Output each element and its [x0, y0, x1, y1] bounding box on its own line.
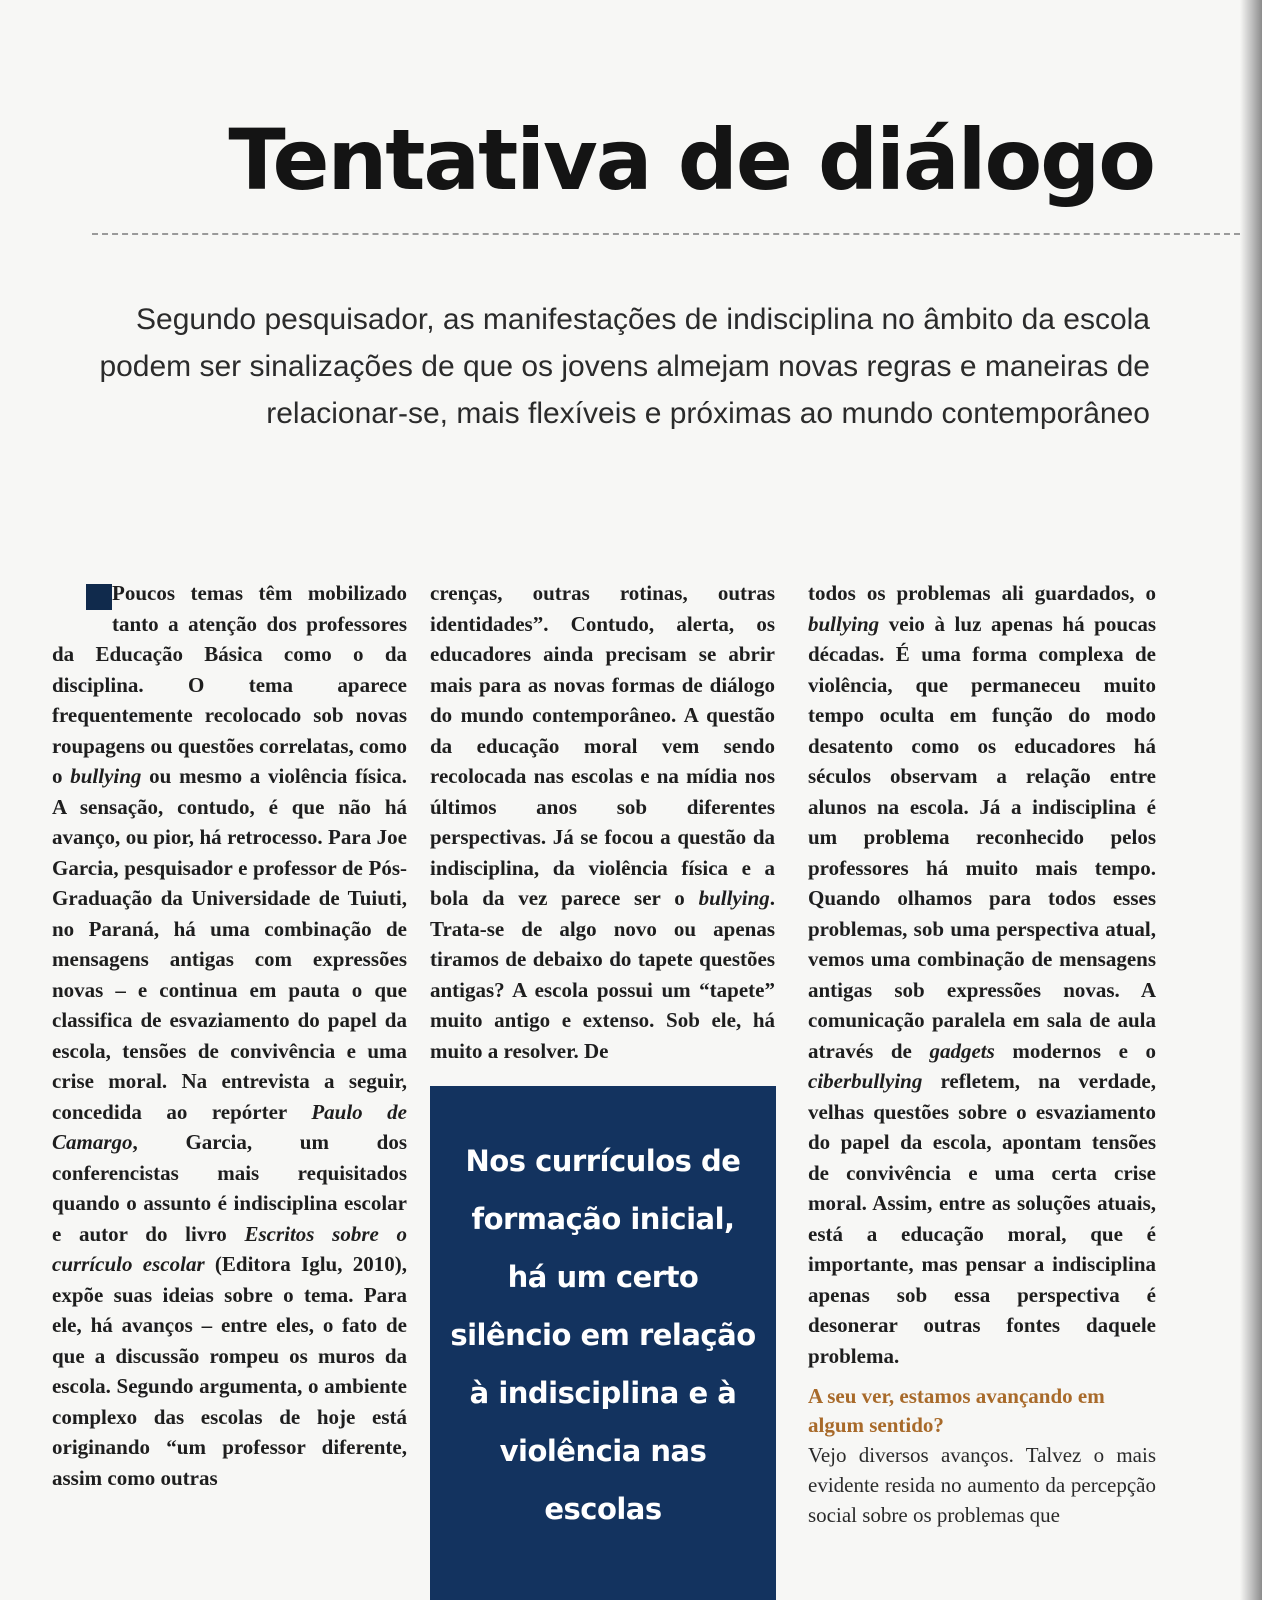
dashed-divider [92, 233, 1240, 235]
interview-question: A seu ver, estamos avançando em algum sentido? [808, 1384, 1105, 1437]
pull-quote-text: Nos currículos de formação inicial, há um certo silêncio em relação à indisciplina e à violência nas escolas [450, 1144, 756, 1526]
article-subtitle: Segundo pesquisador, as manifestações de indisciplina no âmbito da escola podem ser sinalizações de que os jovens almejam novas regras e maneiras de relacionar-se, mais flexíveis e próximas ao mundo contemporâneo [99, 303, 1150, 430]
column-2-paragraph: crenças, outras rotinas, outras identidades”. Contudo, alerta, os educadores ainda precisam se abrir mais para as novas formas de diálogo do mundo contemporâneo. A questão da educação moral vem sendo recolocada nas escolas e na mídia nos últimos anos sob diferentes perspectivas. Já se focou a questão da indisciplina, da violência física e a bola da vez parece ser o bullying. Trata-se de algo novo ou apenas tiramos de debaixo do tapete questões antigas? A escola possui um “tapete” muito antigo e extenso. Sob ele, há muito a resolver. De [430, 581, 775, 1063]
body-column-3 [808, 578, 1156, 1371]
intro-paragraph: Poucos temas têm mobilizado tanto a atenção dos professores da Educação Básica como o da disciplina. O tema aparece frequentemente recolocado sob novas roupagens ou questões correlatas, como o bullying ou mesmo a violência física. A sensação, contudo, é que não há avanço, ou pior, há retrocesso. Para Joe Garcia, pesquisador e professor de Pós-Graduação da Universidade de Tuiuti, no Paraná, há uma combinação de mensagens antigas com expressões novas – e continua em pauta o que classifica de esvaziamento do papel da escola, tensões de convivência e uma crise moral. Na entrevista a seguir, concedida ao repórter Paulo de Camargo, Garcia, um dos conferencistas mais requisitados quando o assunto é indisciplina escolar e autor do livro Escritos sobre o currículo escolar (Editora Iglu, 2010), expõe suas ideias sobre o tema. Para ele, há avanços – entre eles, o fato de que a discussão rompeu os muros da escola. Segundo argumenta, o ambiente complexo das escolas de hoje está originando “um professor diferente, assim como outras [52, 581, 408, 1490]
body-column-2 [430, 578, 775, 1066]
square-bullet-icon [86, 584, 112, 610]
interview-answer: Vejo diversos avanços. Talvez o mais evidente resida no aumento da percepção social sobre os problemas que [808, 1443, 1156, 1527]
article-title: Tentativa de diálogo [228, 111, 1154, 209]
pull-quote-box [430, 1086, 776, 1600]
column-3-paragraph: todos os problemas ali guardados, o bullying veio à luz apenas há poucas décadas. É uma forma complexa de violência, que permaneceu muito tempo oculta em função do modo desatento como os educadores há séculos observam a relação entre alunos na escola. Já a indisciplina é um problema reconhecido pelos professores há muito mais tempo. Quando olhamos para todos esses problemas, sob uma perspectiva atual, vemos uma combinação de mensagens antigas sob expressões novas. A comunicação paralela em sala de aula através de gadgets modernos e o ciberbullying refletem, na verdade, velhas questões sobre o esvaziamento do papel da escola, apontam tensões de convivência e uma certa crise moral. Assim, entre as soluções atuais, está a educação moral, que é importante, mas pensar a indisciplina apenas sob essa perspectiva é desonerar outras fontes daquele problema. [808, 581, 1156, 1368]
body-column-1 [52, 578, 407, 1493]
page-edge-shadow [1240, 0, 1262, 1600]
